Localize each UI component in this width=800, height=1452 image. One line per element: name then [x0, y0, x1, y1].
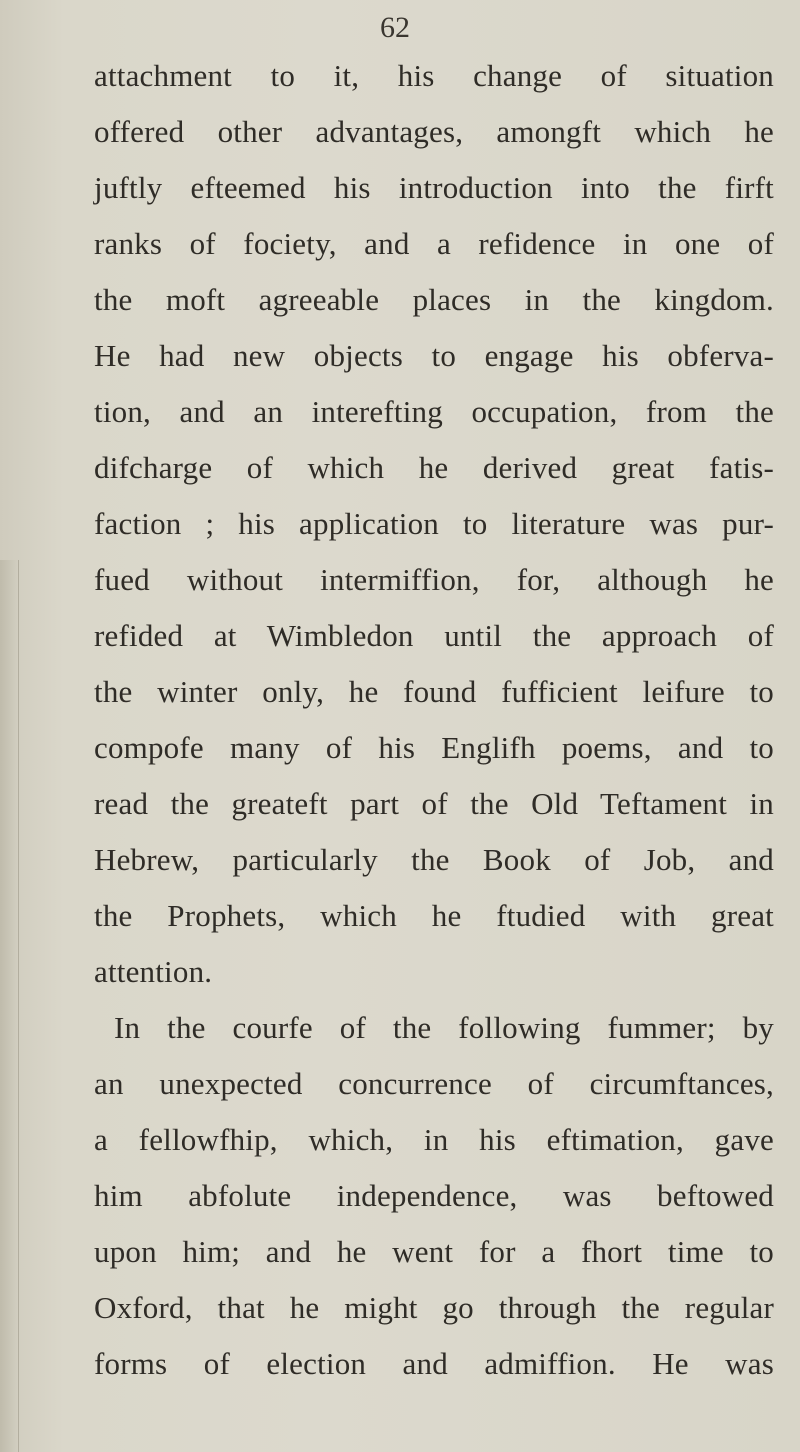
body-text	[94, 48, 774, 1392]
text-line: ranks of fociety, and a refidence in one of	[94, 226, 774, 261]
text-line: an unexpected concurrence of circumftances,	[94, 1066, 774, 1101]
text-line: compofe many of his Englifh poems, and to	[94, 730, 774, 765]
text-line: the moft agreeable places in the kingdom.	[94, 282, 774, 317]
text-line: him abfolute independence, was beftowed	[94, 1178, 774, 1213]
text-line: Hebrew, particularly the Book of Job, and	[94, 842, 774, 877]
text-line: refided at Wimbledon until the approach of	[94, 618, 774, 653]
text-line: attachment to it, his change of situation	[94, 58, 774, 93]
text-line: read the greateft part of the Old Teftament in	[94, 786, 774, 821]
text-line: juftly efteemed his introduction into the firft	[94, 170, 774, 205]
text-line: a fellowfhip, which, in his eftimation, gave	[94, 1122, 774, 1157]
text-line: forms of election and admiffion. He was	[94, 1346, 774, 1381]
text-line: difcharge of which he derived great fatis-	[94, 450, 774, 485]
text-line: He had new objects to engage his obferva-	[94, 338, 774, 373]
text-line-indented: In the courfe of the following fummer; by	[114, 1010, 774, 1045]
text-line: Oxford, that he might go through the regular	[94, 1290, 774, 1325]
text-line: the winter only, he found fufficient leifure to	[94, 674, 774, 709]
page-gutter	[0, 560, 19, 1452]
text-line: the Prophets, which he ftudied with great	[94, 898, 774, 933]
text-line: fued without intermiffion, for, although he	[94, 562, 774, 597]
text-line: attention.	[94, 954, 213, 989]
text-line: tion, and an interefting occupation, from the	[94, 394, 774, 429]
text-line: upon him; and he went for a fhort time to	[94, 1234, 774, 1269]
text-line: faction ; his application to literature was pur-	[94, 506, 774, 541]
text-line: offered other advantages, amongft which he	[94, 114, 774, 149]
page-number: 62	[380, 11, 410, 44]
